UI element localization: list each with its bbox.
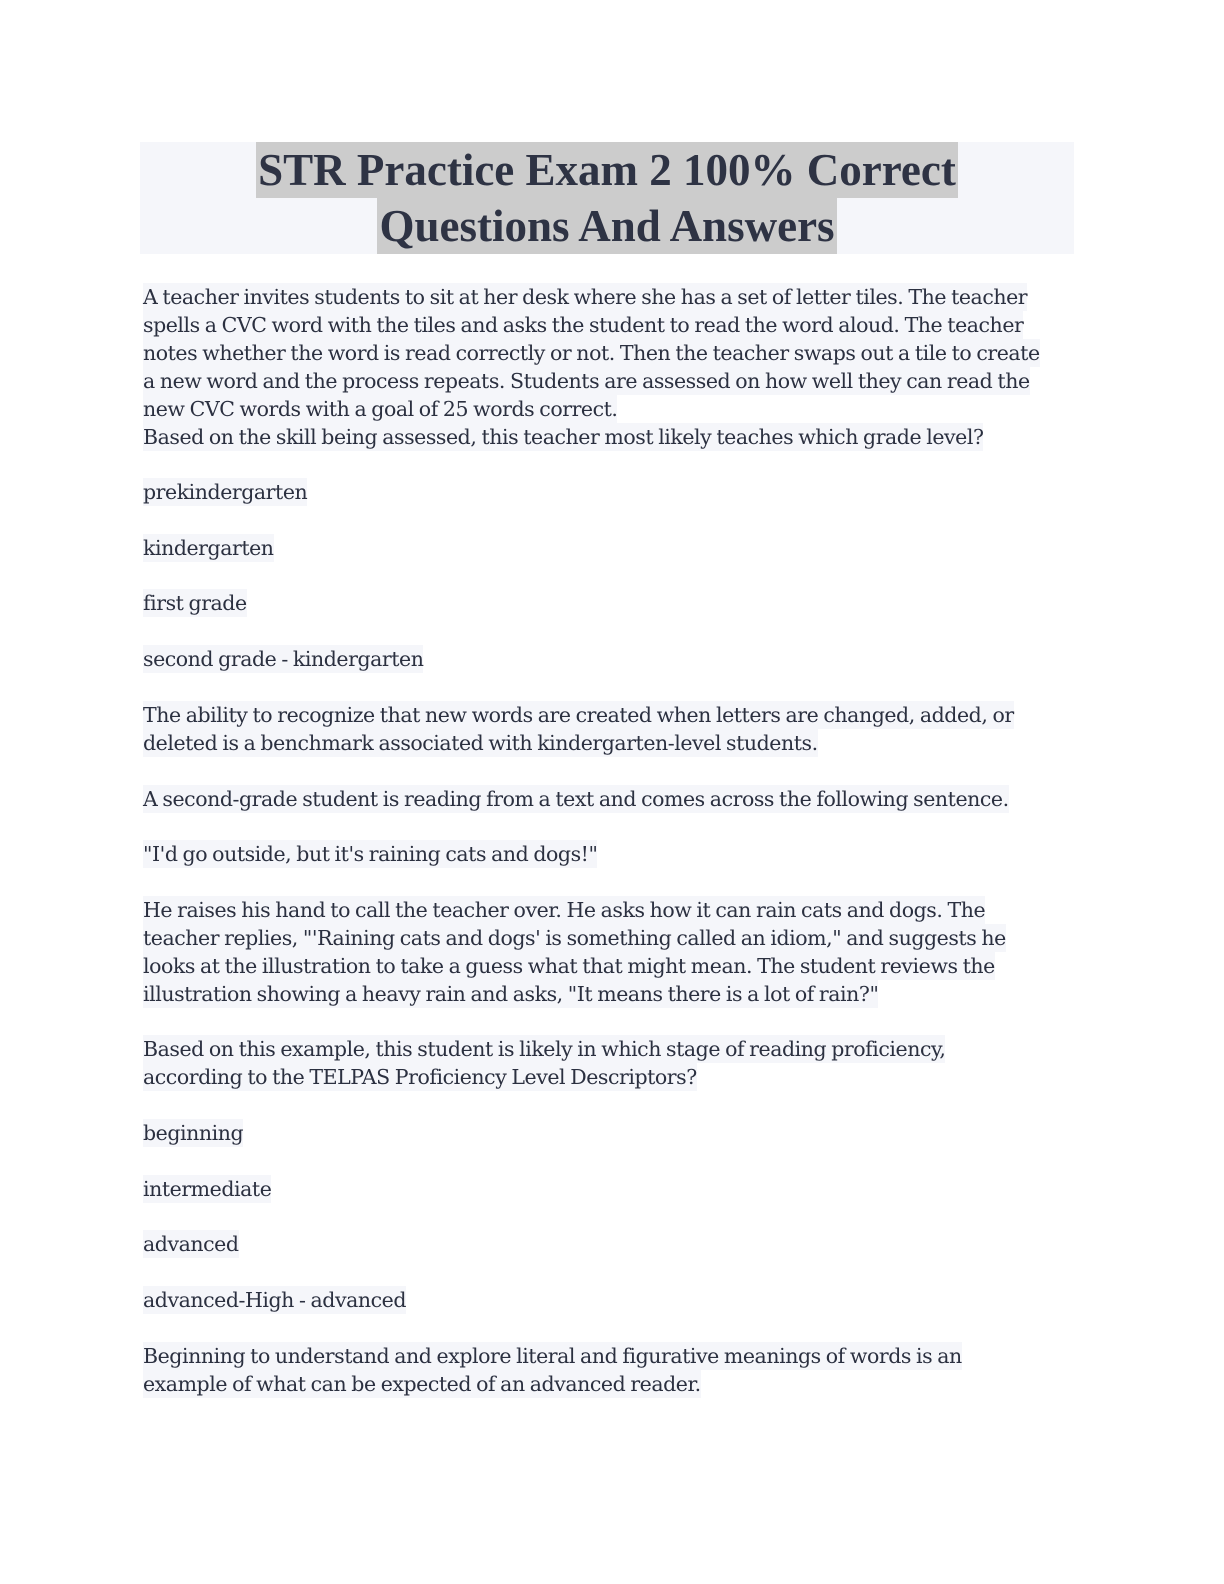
question-2-scenario	[143, 896, 1083, 1008]
question-2-quote	[143, 840, 1083, 868]
question-1-stem	[143, 283, 1083, 451]
answer-option: kindergarten	[143, 536, 274, 560]
document-title-block	[140, 142, 1074, 254]
question-1-stem-line: new CVC words with a goal of 25 words correct.	[143, 397, 618, 421]
question-2-prompt-line: Based on this example, this student is likely in which stage of reading proficiency,	[143, 1037, 946, 1061]
question-1-stem-line: notes whether the word is read correctly or not. Then the teacher swaps out a tile to create	[143, 341, 1040, 365]
question-2-prompt	[143, 1035, 1083, 1091]
document-title-line-1: STR Practice Exam 2 100% Correct	[256, 142, 958, 198]
question-2-option-c	[143, 1230, 1083, 1258]
question-1-stem-line: spells a CVC word with the tiles and asks the student to read the word aloud. The teacher	[143, 313, 1024, 337]
answer-option: intermediate	[143, 1177, 272, 1201]
question-1-prompt: Based on the skill being assessed, this teacher most likely teaches which grade level?	[143, 425, 984, 449]
explanation-line: The ability to recognize that new words are created when letters are changed, added, or	[143, 703, 1014, 727]
explanation-line: example of what can be expected of an advanced reader.	[143, 1372, 701, 1396]
answer-option: advanced-High - advanced	[143, 1288, 407, 1312]
answer-option: advanced	[143, 1232, 239, 1256]
explanation-line: Beginning to understand and explore literal and figurative meanings of words is an	[143, 1344, 962, 1368]
question-1-stem-line: a new word and the process repeats. Students are assessed on how well they can read the	[143, 369, 1030, 393]
question-2-option-a	[143, 1119, 1083, 1147]
question-1-explanation	[143, 701, 1083, 757]
question-2-intro-line: A second-grade student is reading from a text and comes across the following sentence.	[143, 787, 1009, 811]
document-title-line-2: Questions And Answers	[377, 198, 836, 254]
answer-option: beginning	[143, 1121, 244, 1145]
question-2-prompt-line: according to the TELPAS Proficiency Level Descriptors?	[143, 1065, 697, 1089]
scenario-line: teacher replies, "'Raining cats and dogs' is something called an idiom," and suggests he	[143, 926, 1006, 950]
answer-option: first grade	[143, 591, 247, 615]
question-1-option-c	[143, 589, 1083, 617]
explanation-line: deleted is a benchmark associated with kindergarten-level students.	[143, 731, 818, 755]
question-2-option-d	[143, 1286, 1083, 1314]
quote-line: "I'd go outside, but it's raining cats and dogs!"	[143, 842, 598, 866]
question-1-option-b	[143, 534, 1083, 562]
scenario-line: illustration showing a heavy rain and asks, "It means there is a lot of rain?"	[143, 982, 879, 1006]
answer-option: second grade - kindergarten	[143, 647, 424, 671]
question-2-explanation	[143, 1342, 1083, 1398]
question-2-option-b	[143, 1175, 1083, 1203]
answer-option: prekindergarten	[143, 480, 308, 504]
question-1-option-d	[143, 645, 1083, 673]
scenario-line: He raises his hand to call the teacher over. He asks how it can rain cats and dogs. The	[143, 898, 986, 922]
question-1-stem-line: A teacher invites students to sit at her desk where she has a set of letter tiles. The teacher	[143, 285, 1028, 309]
question-1-option-a	[143, 478, 1083, 506]
question-2-intro	[143, 785, 1083, 813]
scenario-line: looks at the illustration to take a guess what that might mean. The student reviews the	[143, 954, 995, 978]
